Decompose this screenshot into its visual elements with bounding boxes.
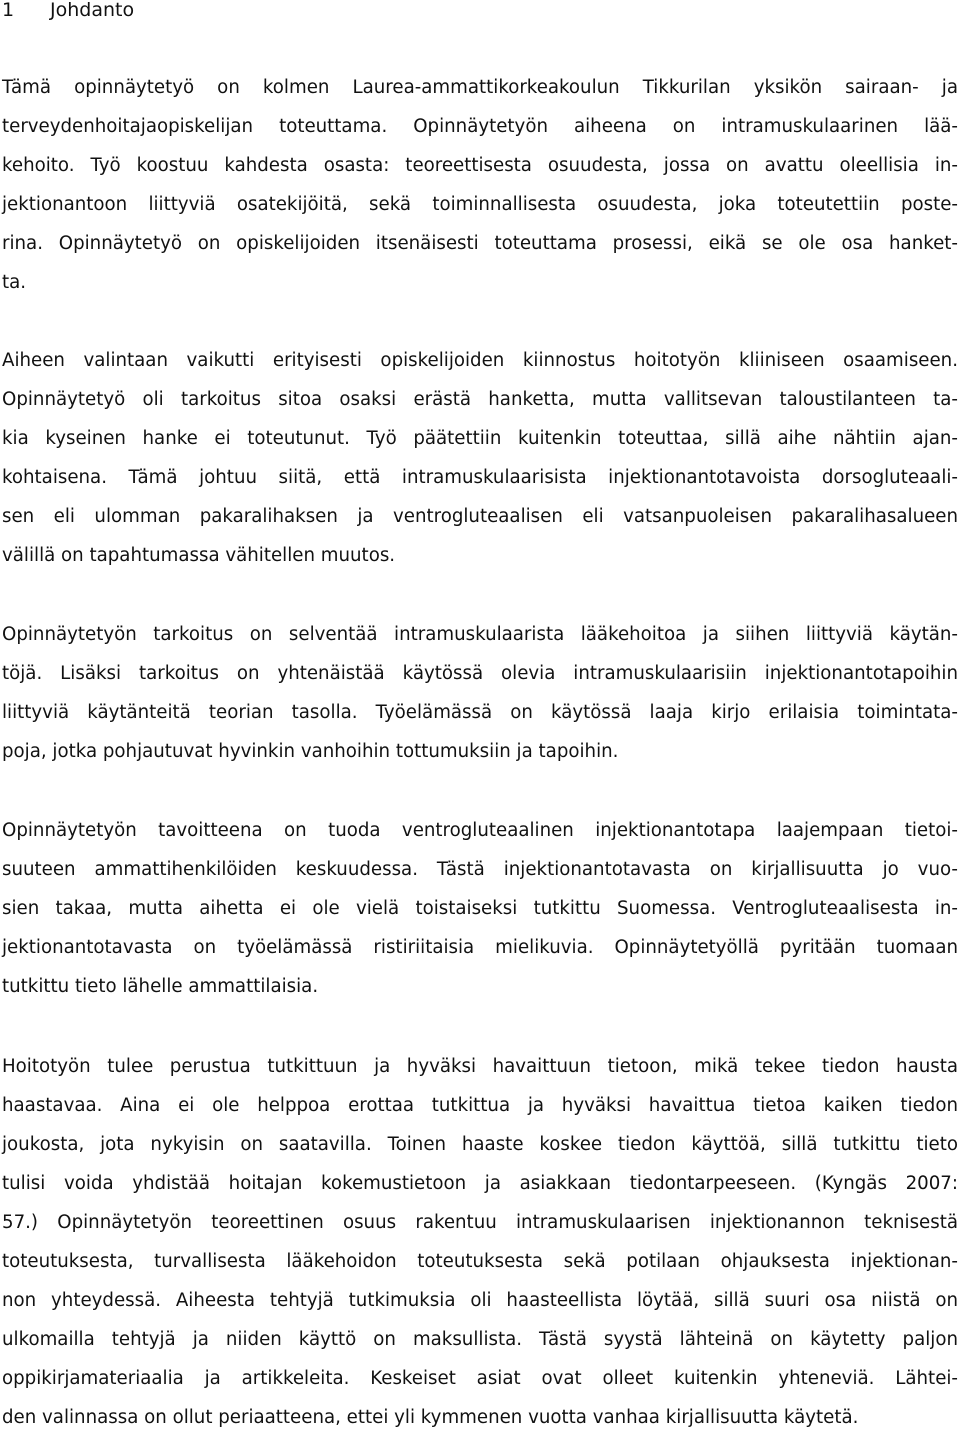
paragraph-2-line-4: kohtaisena. Tämä johtuu siitä, että intramuskulaarisista injektionantotavoista dorsogluteaali- xyxy=(2,467,958,488)
paragraph-5-line-10: den valinnassa on ollut periaatteena, ettei yli kymmenen vuotta vanhaa kirjallisuutta käytetä. xyxy=(2,1407,859,1428)
paragraph-4-line-3: sien takaa, mutta aihetta ei ole vielä toistaiseksi tutkittu Suomessa. Ventrogluteaalisesta in- xyxy=(2,898,958,919)
paragraph-1-line-1: Tämä opinnäytetyö on kolmen Laurea-ammattikorkeakoulun Tikkurilan yksikön sairaan- ja xyxy=(2,77,958,98)
chapter-heading xyxy=(2,0,134,22)
paragraph-3-line-2: töjä. Lisäksi tarkoitus on yhtenäistää käytössä olevia intramuskulaarisiin injektionantotapoihin xyxy=(2,663,958,684)
paragraph-5-line-8: ulkomailla tehtyjä ja niiden käyttö on maksullista. Tästä syystä lähteinä on käytetty paljon xyxy=(2,1329,958,1350)
paragraph-2-line-3: kia kyseinen hanke ei toteutunut. Työ päätettiin kuitenkin toteuttaa, sillä aihe nähtiin ajan- xyxy=(2,428,958,449)
paragraph-3-line-4: poja, jotka pohjautuvat hyvinkin vanhoihin tottumuksiin ja tapoihin. xyxy=(2,741,619,762)
paragraph-1-line-6: ta. xyxy=(2,272,27,293)
paragraph-4-line-2: suuteen ammattihenkilöiden keskuudessa. Tästä injektionantotavasta on kirjallisuutta jo vuo- xyxy=(2,859,958,880)
paragraph-4-line-5: tutkittu tieto lähelle ammattilaisia. xyxy=(2,976,319,997)
chapter-number: 1 xyxy=(2,0,15,21)
chapter-title: Johdanto xyxy=(50,0,135,21)
paragraph-3-line-3: liittyviä käytänteitä teorian tasolla. Työelämässä on käytössä laaja kirjo erilaisia toimintata- xyxy=(2,702,958,723)
paragraph-5-line-3: joukosta, jota nykyisin on saatavilla. Toinen haaste koskee tiedon käyttöä, sillä tutkittu tieto xyxy=(2,1134,958,1155)
paragraph-2-line-1: Aiheen valintaan vaikutti erityisesti opiskelijoiden kiinnostus hoitotyön kliiniseen osaamiseen. xyxy=(2,350,958,371)
paragraph-2-line-6: välillä on tapahtumassa vähitellen muutos. xyxy=(2,545,396,566)
paragraph-1-line-4: jektionantoon liittyviä osatekijöitä, sekä toiminnallisesta osuudesta, joka toteutettiin poste- xyxy=(2,194,958,215)
paragraph-5-line-2: haastavaa. Aina ei ole helppoa erottaa tutkittua ja hyväksi havaittua tietoa kaiken tiedon xyxy=(2,1095,958,1116)
paragraph-5-line-9: oppikirjamateriaalia ja artikkeleita. Keskeiset asiat ovat olleet kuitenkin yhteneviä. Lähtei- xyxy=(2,1368,958,1389)
paragraph-5-line-6: toteutuksesta, turvallisesta lääkehoidon toteutuksesta sekä potilaan ohjauksesta injektionan- xyxy=(2,1251,958,1272)
paragraph-5-line-4: tulisi voida yhdistää hoitajan kokemustietoon ja asiakkaan tiedontarpeeseen. (Kyngäs 2007: xyxy=(2,1173,958,1194)
paragraph-1-line-3: kehoito. Työ koostuu kahdesta osasta: teoreettisesta osuudesta, jossa on avattu oleellisia in- xyxy=(2,155,958,176)
paragraph-5-line-1: Hoitotyön tulee perustua tutkittuun ja hyväksi havaittuun tietoon, mikä tekee tiedon hausta xyxy=(2,1056,958,1077)
paragraph-3-line-1: Opinnäytetyön tarkoitus on selventää intramuskulaarista lääkehoitoa ja siihen liittyviä käytän- xyxy=(2,624,958,645)
paragraph-1-line-2: terveydenhoitajaopiskelijan toteuttama. Opinnäytetyön aiheena on intramuskulaarinen lää- xyxy=(2,116,958,137)
paragraph-5-line-7: non yhteydessä. Aiheesta tehtyjä tutkimuksia oli haasteellista löytää, sillä suuri osa niistä on xyxy=(2,1290,958,1311)
paragraph-4-line-1: Opinnäytetyön tavoitteena on tuoda ventrogluteaalinen injektionantotapa laajempaan tietoi- xyxy=(2,820,958,841)
paragraph-4-line-4: jektionantotavasta on työelämässä ristiriitaisia mielikuvia. Opinnäytetyöllä pyritään tuomaan xyxy=(2,937,958,958)
paragraph-5-line-5: 57.) Opinnäytetyön teoreettinen osuus rakentuu intramuskulaarisen injektionannon teknisestä xyxy=(2,1212,958,1233)
paragraph-2-line-5: sen eli ulomman pakaralihaksen ja ventrogluteaalisen eli vatsanpuoleisen pakaralihasalueen xyxy=(2,506,958,527)
paragraph-2-line-2: Opinnäytetyö oli tarkoitus sitoa osaksi erästä hanketta, mutta vallitsevan taloustilanteen ta- xyxy=(2,389,958,410)
paragraph-1-line-5: rina. Opinnäytetyö on opiskelijoiden itsenäisesti toteuttama prosessi, eikä se ole osa hanket- xyxy=(2,233,958,254)
